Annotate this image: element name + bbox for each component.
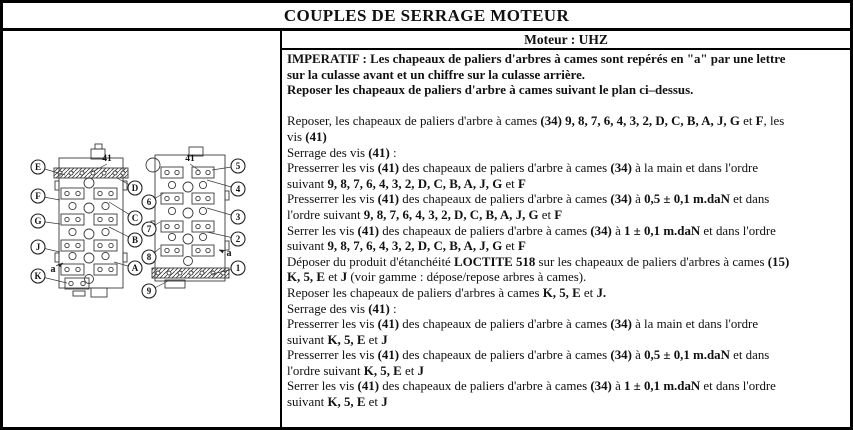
svg-text:41: 41 xyxy=(102,154,112,164)
callout-front-K xyxy=(31,269,67,283)
svg-text:K: K xyxy=(34,271,42,282)
callout-rear-5 xyxy=(212,159,245,173)
callout-rear-2 xyxy=(207,232,245,246)
procedure-line: l'ordre suivant K, 5, E et J xyxy=(287,363,424,378)
svg-text:9: 9 xyxy=(146,286,152,297)
svg-text:C: C xyxy=(131,213,139,224)
procedure-line: Reposer, les chapeaux de paliers d'arbre à cames (34) 9, 8, 7, 6, 4, 3, 2, D, C, B, A, J, G et F, les xyxy=(287,114,785,129)
svg-text:B: B xyxy=(131,235,139,246)
procedure-line: Reposer les chapeaux de paliers d'arbre à cames suivant le plan ci–dessus. xyxy=(287,83,694,98)
svg-text:3: 3 xyxy=(235,212,241,223)
rear-head-drawing xyxy=(146,147,229,288)
page-title: COUPLES DE SERRAGE MOTEUR xyxy=(3,3,850,31)
procedure-line: suivant 9, 8, 7, 6, 4, 3, 2, D, C, B, A, J, G et F xyxy=(287,176,526,191)
procedure-line xyxy=(287,99,847,115)
procedure-line: sur la culasse avant et un chiffre sur la culasse arrière. xyxy=(287,67,586,82)
callout-front-C xyxy=(109,202,142,225)
callout-rear-8 xyxy=(142,248,160,264)
svg-text:E: E xyxy=(34,162,42,173)
procedure-line: Presserrer les vis (41) des chapeaux de paliers d'arbre à cames (34) à 0,5 ± 0,1 m.daN et dans xyxy=(287,348,770,363)
procedure-line: Serrage des vis (41) : xyxy=(287,301,397,316)
svg-text:F: F xyxy=(35,191,41,202)
callout-front-J xyxy=(31,240,60,254)
procedure-line: K, 5, E et J (voir gamme : dépose/repose arbres à cames). xyxy=(287,270,587,285)
svg-text:4: 4 xyxy=(235,184,241,195)
procedure-line: suivant 9, 8, 7, 6, 4, 3, 2, D, C, B, A, J, G et F xyxy=(287,239,526,254)
svg-text:6: 6 xyxy=(146,197,152,208)
procedure-line: Presserrer les vis (41) des chapeaux de paliers d'arbre à cames (34) à la main et dans l'ordre xyxy=(287,317,759,332)
procedure-text xyxy=(282,50,850,411)
callout-rear-7 xyxy=(142,222,160,236)
svg-text:5: 5 xyxy=(235,161,241,172)
procedure-line: Serrer les vis (41) des chapeaux de paliers d'arbre à cames (34) à 1 ± 0,1 m.daN et dans l'ordre xyxy=(287,379,776,394)
procedure-line: l'ordre suivant 9, 8, 7, 6, 4, 3, 2, D, C, B, A, J, G et F xyxy=(287,207,563,222)
procedure-line: vis (41) xyxy=(287,129,327,144)
procedure-line: IMPERATIF : Les chapeaux de paliers d'arbres à cames sont repérés en "a" par une lettre xyxy=(287,52,786,66)
procedure-line: suivant K, 5, E et J xyxy=(287,395,388,410)
svg-text:G: G xyxy=(34,216,42,227)
procedure-line: Presserrer les vis (41) des chapeaux de paliers d'arbre à cames (34) à la main et dans l'ordre xyxy=(287,161,759,176)
procedure-line: Presserrer les vis (41) des chapeaux de paliers d'arbre à cames (34) à 0,5 ± 0,1 m.daN et dans xyxy=(287,192,770,207)
callout-rear-41 xyxy=(185,154,200,171)
callout-front-F xyxy=(31,189,60,203)
camshaft-caps-diagram xyxy=(3,31,280,427)
diagram-panel xyxy=(3,31,282,427)
callout-rear-9 xyxy=(142,281,168,298)
callout-rear-3 xyxy=(207,208,245,224)
callout-front-B xyxy=(109,227,142,247)
callout-front-A xyxy=(114,261,142,275)
svg-text:J: J xyxy=(35,242,41,253)
svg-text:8: 8 xyxy=(146,252,152,263)
svg-text:2: 2 xyxy=(235,234,241,245)
svg-text:D: D xyxy=(131,183,139,194)
svg-text:7: 7 xyxy=(146,224,152,235)
procedure-line: Serrer les vis (41) des chapeaux de paliers d'arbre à cames (34) à 1 ± 0,1 m.daN et dans l'ordre xyxy=(287,223,776,238)
procedure-line: Déposer du produit d'étanchéité LOCTITE 518 sur les chapeaux de paliers d'arbres à cames (15) xyxy=(287,254,790,269)
procedure-line: suivant K, 5, E et J xyxy=(287,332,388,347)
motor-header: Moteur : UHZ xyxy=(282,31,850,50)
front-head-drawing xyxy=(54,144,128,297)
callout-rear-4 xyxy=(207,180,245,196)
svg-text:41: 41 xyxy=(185,154,195,164)
content-area xyxy=(3,31,850,427)
callout-front-G xyxy=(31,214,60,228)
procedure-line: Reposer les chapeaux de paliers d'arbres à cames K, 5, E et J. xyxy=(287,285,607,300)
callout-front-D xyxy=(117,178,142,195)
svg-text:1: 1 xyxy=(235,263,241,274)
svg-text:A: A xyxy=(131,263,139,274)
svg-text:a: a xyxy=(50,264,56,275)
svg-text:a: a xyxy=(226,248,232,259)
procedure-line: Serrage des vis (41) : xyxy=(287,145,397,160)
text-panel xyxy=(282,31,850,427)
